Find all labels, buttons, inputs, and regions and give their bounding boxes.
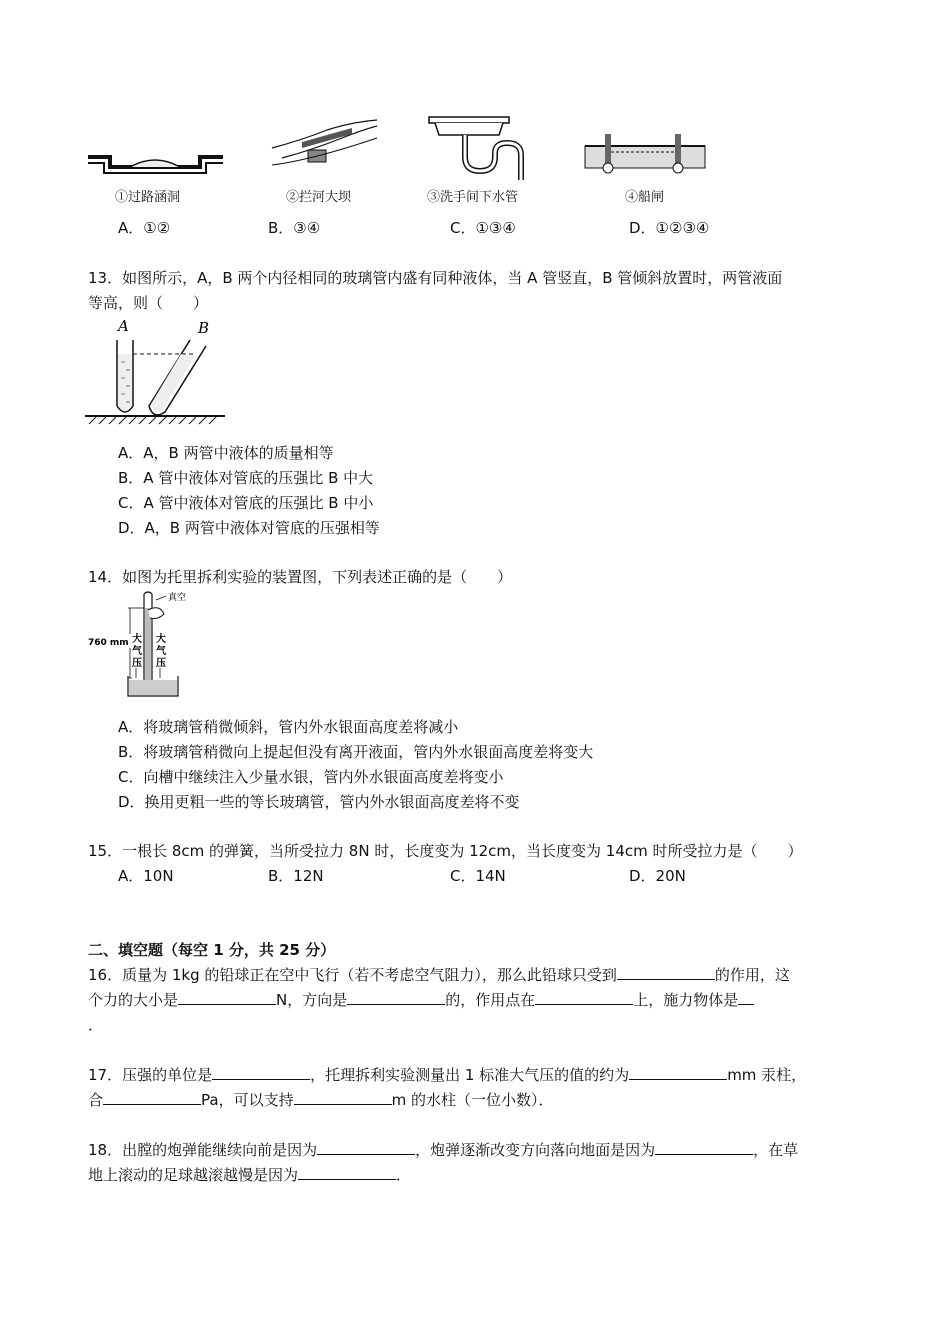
q16-blank-3[interactable] <box>347 990 445 1005</box>
dam-figure <box>272 120 377 175</box>
culvert-figure <box>88 145 223 175</box>
ship-lock-figure <box>585 130 705 175</box>
q17-text-1a: 17．压强的单位是 <box>88 1066 213 1084</box>
sink-drain-figure <box>425 115 535 180</box>
q14-option-b[interactable]: B．将玻璃管稍微向上提起但没有离开液面，管内外水银面高度差将变大 <box>118 743 594 761</box>
q16-text-2b: N，方向是 <box>276 991 348 1009</box>
fig-height-label: 760 mm <box>88 638 129 648</box>
q12-option-b[interactable]: B．③④ <box>268 219 321 237</box>
q16-text-2d: 上，施力物体是 <box>633 991 739 1009</box>
q15-option-a[interactable]: A．10N <box>118 867 174 885</box>
fig-atm-right-1: 大 <box>156 634 166 645</box>
fig-atm-left-1: 大 <box>132 634 142 645</box>
caption-sink-drain: ③洗手间下水管 <box>427 190 519 205</box>
q18-text-1b: ，炮弹逐渐改变方向落向地面是因为 <box>415 1141 656 1159</box>
q14-stem: 14．如图为托里拆利实验的装置图，下列表述正确的是（ ） <box>88 568 513 586</box>
q17-text-2c: m 的水柱（一位小数）． <box>391 1091 554 1109</box>
q16-text-1a: 16．质量为 1kg 的铅球正在空中飞行（若不考虑空气阻力），那么此铅球只受到 <box>88 966 617 984</box>
q17-line2 <box>88 1090 553 1110</box>
q15-option-b[interactable]: B．12N <box>268 867 324 885</box>
q13-option-b[interactable]: B．A 管中液体对管底的压强比 B 中大 <box>118 469 374 487</box>
q15-option-d[interactable]: D．20N <box>629 867 686 885</box>
q18-blank-1[interactable] <box>317 1140 415 1155</box>
q14-option-a[interactable]: A．将玻璃管稍微倾斜，管内外水银面高度差将减小 <box>118 718 459 736</box>
q16-line1 <box>88 965 790 985</box>
q16-blank-4[interactable] <box>535 990 633 1005</box>
torricelli-figure <box>88 590 188 700</box>
q16-text-1b: 的作用，这 <box>714 966 790 984</box>
caption-culvert: ①过路涵洞 <box>115 190 181 205</box>
fig-atm-left-3: 压 <box>132 658 142 669</box>
q13-option-c[interactable]: C．A 管中液体对管底的压强比 B 中小 <box>118 494 374 512</box>
q16-text-2c: 的，作用点在 <box>445 991 536 1009</box>
q16-blank-2[interactable] <box>178 990 276 1005</box>
q17-blank-2[interactable] <box>629 1065 727 1080</box>
q18-text-1a: 18．出膛的炮弹能继续向前是因为 <box>88 1141 318 1159</box>
q17-text-1c: mm 汞柱， <box>727 1066 807 1084</box>
q16-line2 <box>88 990 754 1010</box>
q12-option-a[interactable]: A．①② <box>118 219 171 237</box>
q18-text-1c: ，在草 <box>753 1141 799 1159</box>
q17-blank-1[interactable] <box>212 1065 310 1080</box>
caption-dam: ②拦河大坝 <box>286 190 352 205</box>
q17-text-1b: ，托理拆利实验测量出 1 标准大气压的值的约为 <box>310 1066 630 1084</box>
q14-option-c[interactable]: C．向槽中继续注入少量水银，管内外水银面高度差将变小 <box>118 768 504 786</box>
q16-blank-1[interactable] <box>617 965 715 980</box>
fig-label-a: A <box>118 317 129 335</box>
q18-blank-2[interactable] <box>655 1140 753 1155</box>
q18-text-2a: 地上滚动的足球越滚越慢是因为 <box>88 1166 299 1184</box>
q16-blank-5[interactable] <box>738 990 754 1005</box>
q17-text-2a: 合 <box>88 1091 104 1109</box>
fig-atm-left-2: 气 <box>132 646 142 657</box>
q18-line2 <box>88 1165 411 1185</box>
q12-option-c[interactable]: C．①③④ <box>450 219 516 237</box>
q18-text-2b: ． <box>396 1166 412 1184</box>
q18-line1 <box>88 1140 798 1160</box>
q14-option-d[interactable]: D．换用更粗一些的等长玻璃管，管内外水银面高度差将不变 <box>118 793 520 811</box>
q17-text-2b: Pa，可以支持 <box>201 1091 294 1109</box>
fig-vacuum-label: 真空 <box>168 593 187 603</box>
q16-text-2a: 个力的大小是 <box>88 991 179 1009</box>
q17-blank-4[interactable] <box>294 1090 392 1105</box>
q13-stem-line1: 13．如图所示，A，B 两个内径相同的玻璃管内盛有同种液体，当 A 管竖直，B 管倾斜放置时，两管液面 <box>88 269 783 287</box>
fig-label-b: B <box>198 319 210 337</box>
caption-ship-lock: ④船闸 <box>625 190 665 205</box>
q13-option-d[interactable]: D．A，B 两管中液体对管底的压强相等 <box>118 519 380 537</box>
tubes-figure <box>85 318 225 428</box>
q18-blank-3[interactable] <box>298 1165 396 1180</box>
q12-option-d[interactable]: D．①②③④ <box>629 219 710 237</box>
section-title: 二、填空题（每空 1 分，共 25 分） <box>88 941 336 959</box>
q16-line3: ． <box>88 1016 104 1034</box>
q13-option-a[interactable]: A．A，B 两管中液体的质量相等 <box>118 444 334 462</box>
q13-stem-line2: 等高，则（ ） <box>88 294 209 312</box>
q17-line1 <box>88 1065 806 1085</box>
q17-blank-3[interactable] <box>103 1090 201 1105</box>
q15-option-c[interactable]: C．14N <box>450 867 506 885</box>
fig-atm-right-3: 压 <box>156 658 166 669</box>
fig-atm-right-2: 气 <box>156 646 166 657</box>
q15-stem: 15．一根长 8cm 的弹簧，当所受拉力 8N 时，长度变为 12cm，当长度变为 14cm 时所受拉力是（ ） <box>88 842 803 860</box>
